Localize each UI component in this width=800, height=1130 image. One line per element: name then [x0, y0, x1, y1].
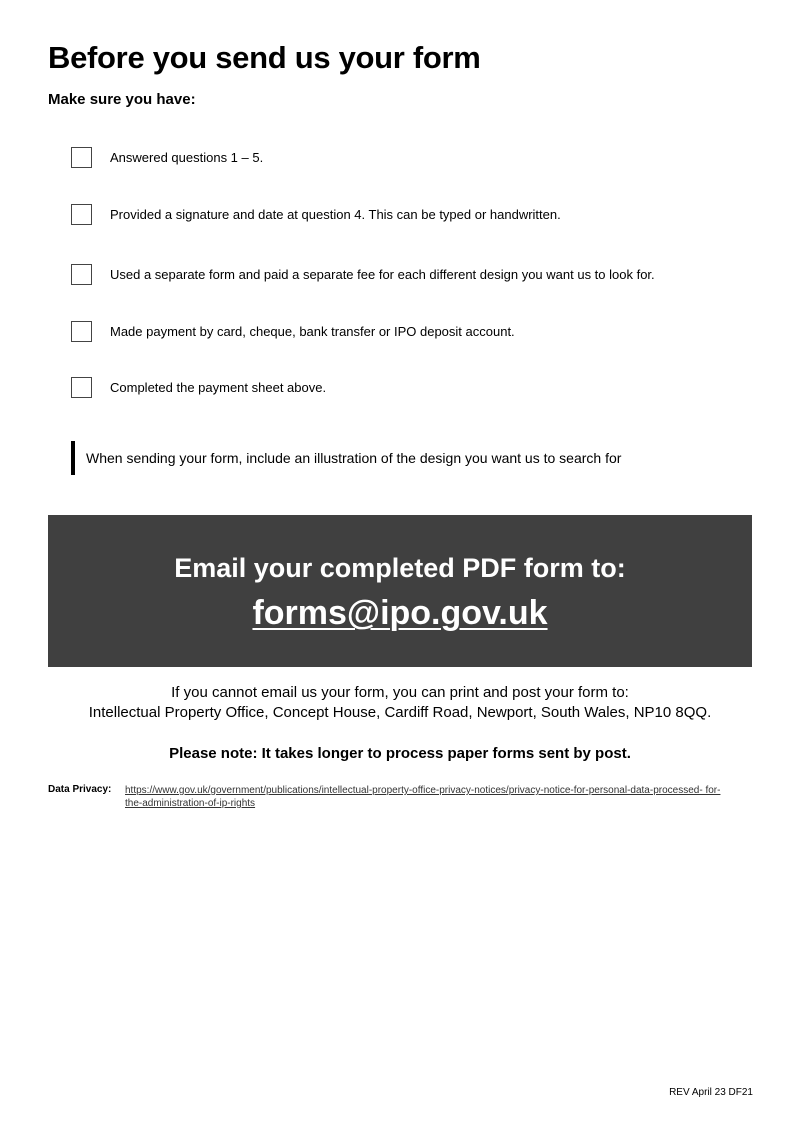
checklist-item-payment-sheet[interactable] — [71, 377, 326, 398]
form-revision-code: REV April 23 DF21 — [669, 1087, 753, 1098]
page-title: Before you send us your form — [48, 40, 481, 75]
checklist-item-label: Used a separate form and paid a separate fee for each different design you want us to look for. — [110, 267, 655, 282]
illustration-note: When sending your form, include an illustration of the design you want us to search for — [71, 441, 621, 475]
data-privacy-link[interactable]: https://www.gov.uk/government/publications/intellectual-property-office-privacy-notices/privacy-notice-for-personal-data-processed- for-the-administration-of-ip-rights — [125, 785, 721, 809]
checklist-item-label: Provided a signature and date at question 4. This can be typed or handwritten. — [110, 207, 561, 222]
checklist-item-payment[interactable] — [71, 321, 515, 342]
post-processing-note: Please note: It takes longer to process paper forms sent by post. — [169, 745, 631, 762]
email-address-link-wrapper — [48, 594, 752, 633]
post-instructions: If you cannot email us your form, you can print and post your form to: — [171, 684, 629, 701]
email-banner — [48, 515, 752, 667]
checklist-item-separate-form[interactable] — [71, 264, 655, 285]
checklist-item-label: Completed the payment sheet above. — [110, 380, 327, 395]
checklist-item-label: Made payment by card, cheque, bank transfer or IPO deposit account. — [110, 324, 515, 339]
checkbox-separate-form[interactable] — [71, 264, 92, 285]
email-heading: Email your completed PDF form to: — [174, 553, 626, 583]
checklist-subtitle: Make sure you have: — [48, 91, 196, 108]
postal-address: Intellectual Property Office, Concept House, Cardiff Road, Newport, South Wales, NP10 8QQ. — [88, 704, 712, 721]
checkbox-payment-sheet[interactable] — [71, 377, 92, 398]
checkbox-signature[interactable] — [71, 204, 92, 225]
checklist-item-questions[interactable] — [71, 147, 263, 168]
checklist-item-label: Answered questions 1 – 5. — [110, 150, 264, 165]
data-privacy-label: Data Privacy: — [48, 784, 112, 795]
checkbox-payment[interactable] — [71, 321, 92, 342]
email-address-link[interactable]: forms@ipo.gov.uk — [252, 594, 548, 632]
checklist-item-signature[interactable] — [71, 204, 561, 225]
checkbox-questions[interactable] — [71, 147, 92, 168]
